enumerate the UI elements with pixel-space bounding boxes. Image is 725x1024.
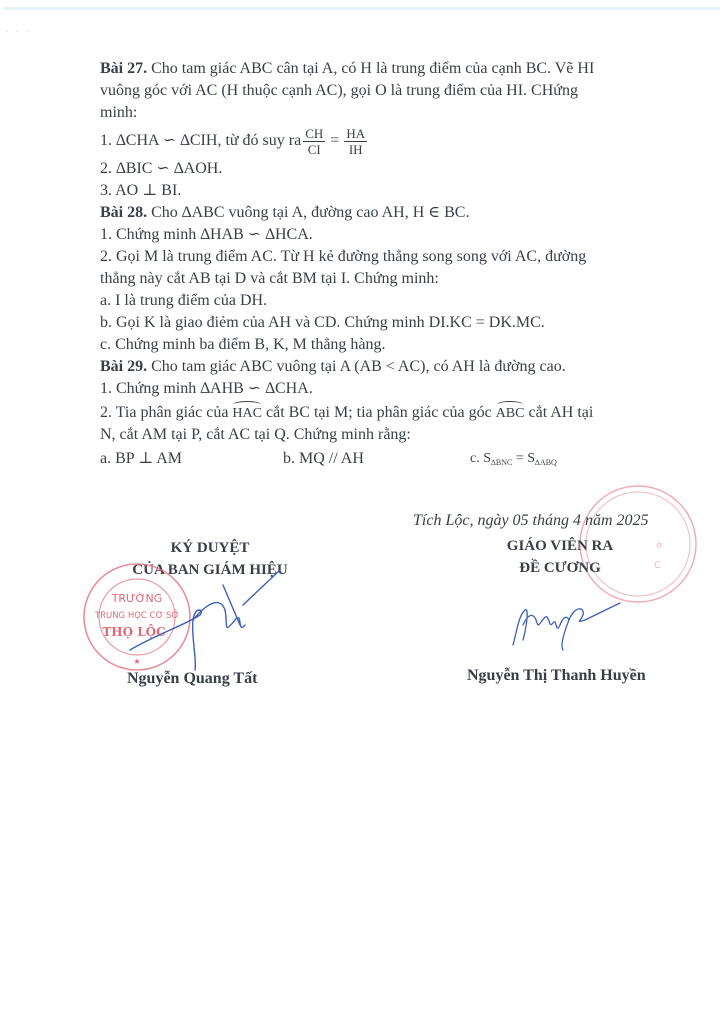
- scan-artifact-line: [4, 7, 720, 10]
- bai27-item2: 2. ∆BIC ∽ ∆AOH.: [100, 160, 223, 177]
- bai27-line1: Bài 27. Cho tam giác ABC cân tại A, có H là trung điểm của cạnh BC. Vẽ HI: [100, 60, 595, 77]
- bai29-answers: [100, 448, 640, 470]
- bai27-line2: vuông góc với AC (H thuộc cạnh AC), gọi O là trung điểm của HI. CHứng: [100, 82, 578, 99]
- signature-left-icon: [125, 565, 285, 675]
- approval-block: KÝ DUYỆT CỦA BAN GIÁM HIỆU: [132, 540, 288, 578]
- bai29-item2-line1: 2. Tia phân giác của HAC cắt BC tại M; tia phân giác của góc ABC cắt AH tại: [100, 402, 640, 424]
- document-body: [100, 58, 640, 470]
- bai29-item1: 1. Chứng minh ∆AHB ∽ ∆CHA.: [100, 380, 313, 397]
- bai27-line3: minh:: [100, 104, 138, 121]
- bai28-a: a. I là trung điểm của DH.: [100, 292, 268, 309]
- bai27-item1: 1. ∆CHA ∽ ∆CIH, từ đó suy ra $\frac{CH}{CI}$ = $\frac{HA}{IH}$: [100, 125, 366, 157]
- bai28-item1: 1. Chứng minh ∆HAB ∽ ∆HCA.: [100, 226, 313, 243]
- bai27-title: Bài 27.: [100, 60, 148, 77]
- signature-right-icon: [505, 595, 635, 655]
- scan-artifact-dots: · · ·: [6, 28, 32, 36]
- fraction-ch-ci: $\frac{CH}{CI}$: [305, 125, 324, 157]
- bai29-line1: Bài 29. Cho tam giác ABC vuông tại A (AB < AC), có AH là đường cao.: [100, 358, 566, 375]
- bai27-item3: 3. AO ⊥ BI.: [100, 182, 182, 199]
- teacher-block: GIÁO VIÊN RA ĐỀ CƯƠNG: [506, 538, 614, 576]
- teacher-name: Nguyễn Thị Thanh Huyền: [467, 667, 646, 684]
- svg-text:★: ★: [133, 657, 141, 666]
- bai28-item2-line1: 2. Gọi M là trung điểm AC. Từ H kẻ đường thẳng song song với AC, đường: [100, 248, 587, 265]
- bai28-line1: Bài 28. Cho ∆ABC vuông tại A, đường cao AH, H ∈ BC.: [100, 204, 470, 221]
- date-place: Tích Lộc, ngày 05 tháng 4 năm 2025: [413, 512, 649, 529]
- svg-text:ở: ở: [656, 541, 662, 551]
- bai29-a: a. BP ⊥ AM: [100, 450, 183, 467]
- bai28-item2-line2: thẳng này cắt AB tại D và cắt BM tại I. Chứng minh:: [100, 270, 439, 287]
- bai29-title: Bài 29.: [100, 358, 148, 375]
- bai29-item2-line2: N, cắt AM tại P, cắt AC tại Q. Chứng minh rằng:: [100, 426, 411, 443]
- fraction-ha-ih: $\frac{HA}{IH}$: [346, 125, 366, 157]
- svg-text:C: C: [654, 560, 661, 571]
- angle-hac: HAC: [232, 403, 262, 425]
- principal-name: Nguyễn Quang Tất: [127, 670, 258, 687]
- bai28-c: c. Chứng minh ba điểm B, K, M thẳng hàng.: [100, 336, 386, 353]
- svg-text:TRƯỜNG: TRƯỜNG: [111, 592, 163, 605]
- bai29-c: c. $S_{\Delta BNC} = S_{\Delta ABQ}$: [470, 451, 557, 467]
- bai28-b: b. Gọi K là giao điẻm của AH và CD. Chứng minh DI.KC = DK.MC.: [100, 314, 545, 331]
- svg-text:THỌ LỘC: THỌ LỘC: [102, 625, 166, 639]
- bai29-b: b. MQ // AH: [283, 450, 364, 467]
- bai28-title: Bài 28.: [100, 204, 148, 221]
- angle-abc: ABC: [496, 403, 525, 425]
- svg-text:TRUNG HỌC CƠ SỞ: TRUNG HỌC CƠ SỞ: [94, 611, 180, 621]
